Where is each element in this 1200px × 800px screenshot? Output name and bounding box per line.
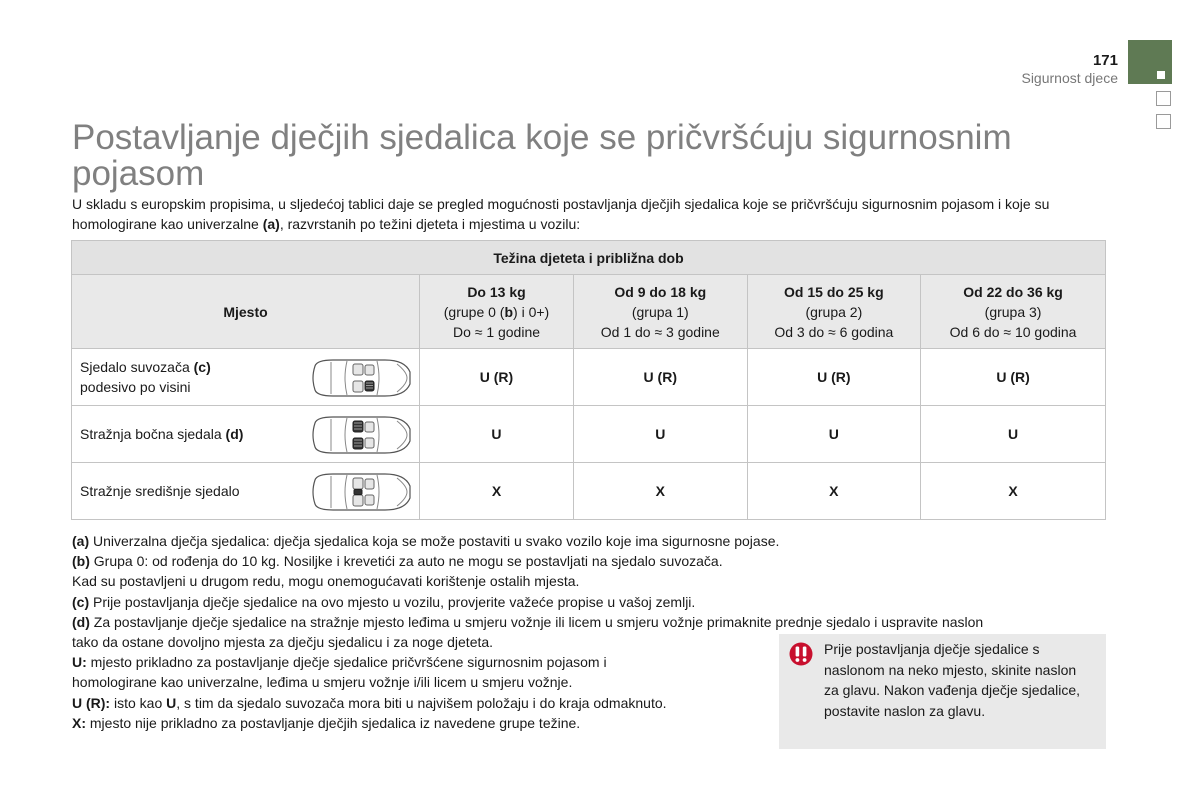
column-group: (grupa 3): [984, 303, 1042, 320]
chapter-tab[interactable]: [1156, 114, 1171, 129]
table-row: [72, 349, 1106, 406]
table-cell: X: [573, 463, 747, 520]
warning-exclamation-icon: [789, 642, 813, 666]
section-name: Sigurnost djece: [1021, 70, 1118, 86]
place-label: Stražnje središnje sjedalo: [80, 483, 240, 499]
car-front-passenger-seat-icon: [307, 356, 413, 400]
note-text: isto kao: [110, 694, 167, 711]
chapter-tab[interactable]: [1156, 91, 1171, 106]
note-text: mjesto prikladno za postavljanje dječje sjedalice pričvršćene sigurnosnim pojasom i: [86, 654, 607, 671]
place-ref: (d): [225, 426, 244, 442]
note-b: [72, 551, 1132, 571]
column-group: (grupa 1): [631, 303, 689, 320]
column-age: Od 6 do ≈ 10 godina: [949, 323, 1077, 340]
group-text: ) i 0+): [513, 303, 550, 320]
column-age: Od 1 do ≈ 3 godine: [600, 323, 720, 340]
column-weight: Od 9 do 18 kg: [614, 283, 707, 300]
table-row: [72, 463, 1106, 520]
note-label: U (R):: [72, 694, 111, 711]
group-ref: b: [504, 303, 514, 320]
note-label: (b): [72, 553, 90, 570]
table-cell: U: [420, 406, 574, 463]
column-header: [573, 275, 747, 349]
note-text: Univerzalna dječja sjedalica: dječja sjedalica koja se može postaviti u svako vozilo koje ima sigurnosne pojase.: [89, 533, 780, 549]
column-header: [921, 275, 1106, 349]
intro-ref: (a): [262, 216, 280, 232]
place-cell: [72, 463, 420, 520]
intro-text: , razvrstanih po težini djeteta i mjestima u vozilu:: [279, 216, 581, 232]
table-cell: U (R): [573, 349, 747, 406]
place-header: Mjesto: [72, 275, 420, 349]
table-subheader-row: [72, 275, 1106, 349]
note-text: Grupa 0: od rođenja do 10 kg. Nosiljke i krevetići za auto ne mogu se postavljati na sjedalo suvozača.: [89, 553, 723, 570]
note-text: mjesto nije prikladno za postavljanje dječjih sjedalica iz navedene grupe težine.: [86, 714, 581, 731]
table-cell: U (R): [420, 349, 574, 406]
warning-text: Prije postavljanja dječje sjedalice s naslonom na neko mjesto, skinite naslon za glavu. Nakon vađenja dječje sjedalice, postavite naslon za glavu.: [824, 641, 1081, 719]
place-label: [80, 424, 300, 444]
car-rear-side-seats-icon: [307, 413, 413, 457]
place-text: podesivo po visini: [80, 379, 191, 395]
column-weight: Do 13 kg: [467, 283, 526, 300]
table-cell: X: [921, 463, 1106, 520]
note-d: [72, 612, 1132, 632]
note-label: (c): [72, 593, 90, 610]
note-label: X:: [72, 714, 86, 731]
note-label: U: [166, 694, 177, 711]
note-label: (d): [72, 613, 90, 630]
active-marker-icon: [1157, 71, 1165, 79]
note-d-continued: tako da ostane dovoljno mjesta za dječju sjedalicu i za noge djeteta.: [72, 634, 494, 651]
column-header: [420, 275, 574, 349]
note-a: [72, 531, 1132, 551]
table-cell: X: [420, 463, 574, 520]
group-text: (grupe 0 (: [443, 303, 505, 320]
table-cell: U: [921, 406, 1106, 463]
child-seat-table: [71, 240, 1106, 520]
place-cell: [72, 349, 420, 406]
column-age: Do ≈ 1 godine: [452, 323, 541, 340]
column-weight: Od 15 do 25 kg: [784, 283, 884, 300]
column-group: (grupa 2): [805, 303, 863, 320]
place-label: [80, 357, 300, 397]
table-cell: U: [573, 406, 747, 463]
intro-paragraph: [72, 194, 1112, 234]
note-text: Prije postavljanja dječje sjedalice na ovo mjesto u vozilu, provjerite važeće propise u vašoj zemlji.: [89, 593, 696, 610]
table-header-row: [72, 241, 1106, 275]
table-cell: X: [747, 463, 921, 520]
warning-box: [779, 634, 1106, 749]
note-b-continued: Kad su postavljeni u drugom redu, mogu onemogućavati korištenje ostalih mjesta.: [72, 573, 580, 590]
place-cell: [72, 406, 420, 463]
column-group: [420, 302, 573, 322]
weight-header: Težina djeteta i približna dob: [72, 241, 1106, 275]
note-label: U:: [72, 654, 87, 671]
table-cell: U: [747, 406, 921, 463]
note-text: Za postavljanje dječje sjedalice na stražnje mjesto leđima u smjeru vožnje ili licem u smjeru vožnje primaknite prednje sjedalo i uspravite naslon: [89, 613, 984, 630]
place-text: Stražnja bočna sjedala: [80, 426, 226, 442]
place-text: Sjedalo suvozača: [80, 359, 194, 375]
place-ref: (c): [193, 359, 211, 375]
chapter-tab-active[interactable]: [1128, 40, 1172, 84]
note-label: (a): [72, 533, 90, 549]
page-number: 171: [1092, 52, 1118, 69]
table-cell: U (R): [921, 349, 1106, 406]
table-row: [72, 406, 1106, 463]
car-rear-center-seat-icon: [307, 470, 413, 514]
note-u-continued: homologirane kao univerzalne, leđima u smjeru vožnje i/ili licem u smjeru vožnje.: [72, 674, 573, 691]
intro-text: U skladu s europskim propisima, u sljedećoj tablici daje se pregled mogućnosti postavljanja dječjih sjedalica koje se pričvršćuju sigurnosnim pojasom i koje su homologirane kao univerzalne: [72, 196, 1050, 232]
page-title: Postavljanje dječjih sjedalica koje se pričvršćuju sigurnosnim pojasom: [72, 118, 1012, 193]
column-header: [747, 275, 921, 349]
column-weight: Od 22 do 36 kg: [963, 283, 1063, 300]
column-age: Od 3 do ≈ 6 godina: [774, 323, 894, 340]
note-text: , s tim da sjedalo suvozača mora biti u najvišem položaju i do kraja odmaknuto.: [176, 694, 667, 711]
table-cell: U (R): [747, 349, 921, 406]
note-c: [72, 592, 1132, 612]
